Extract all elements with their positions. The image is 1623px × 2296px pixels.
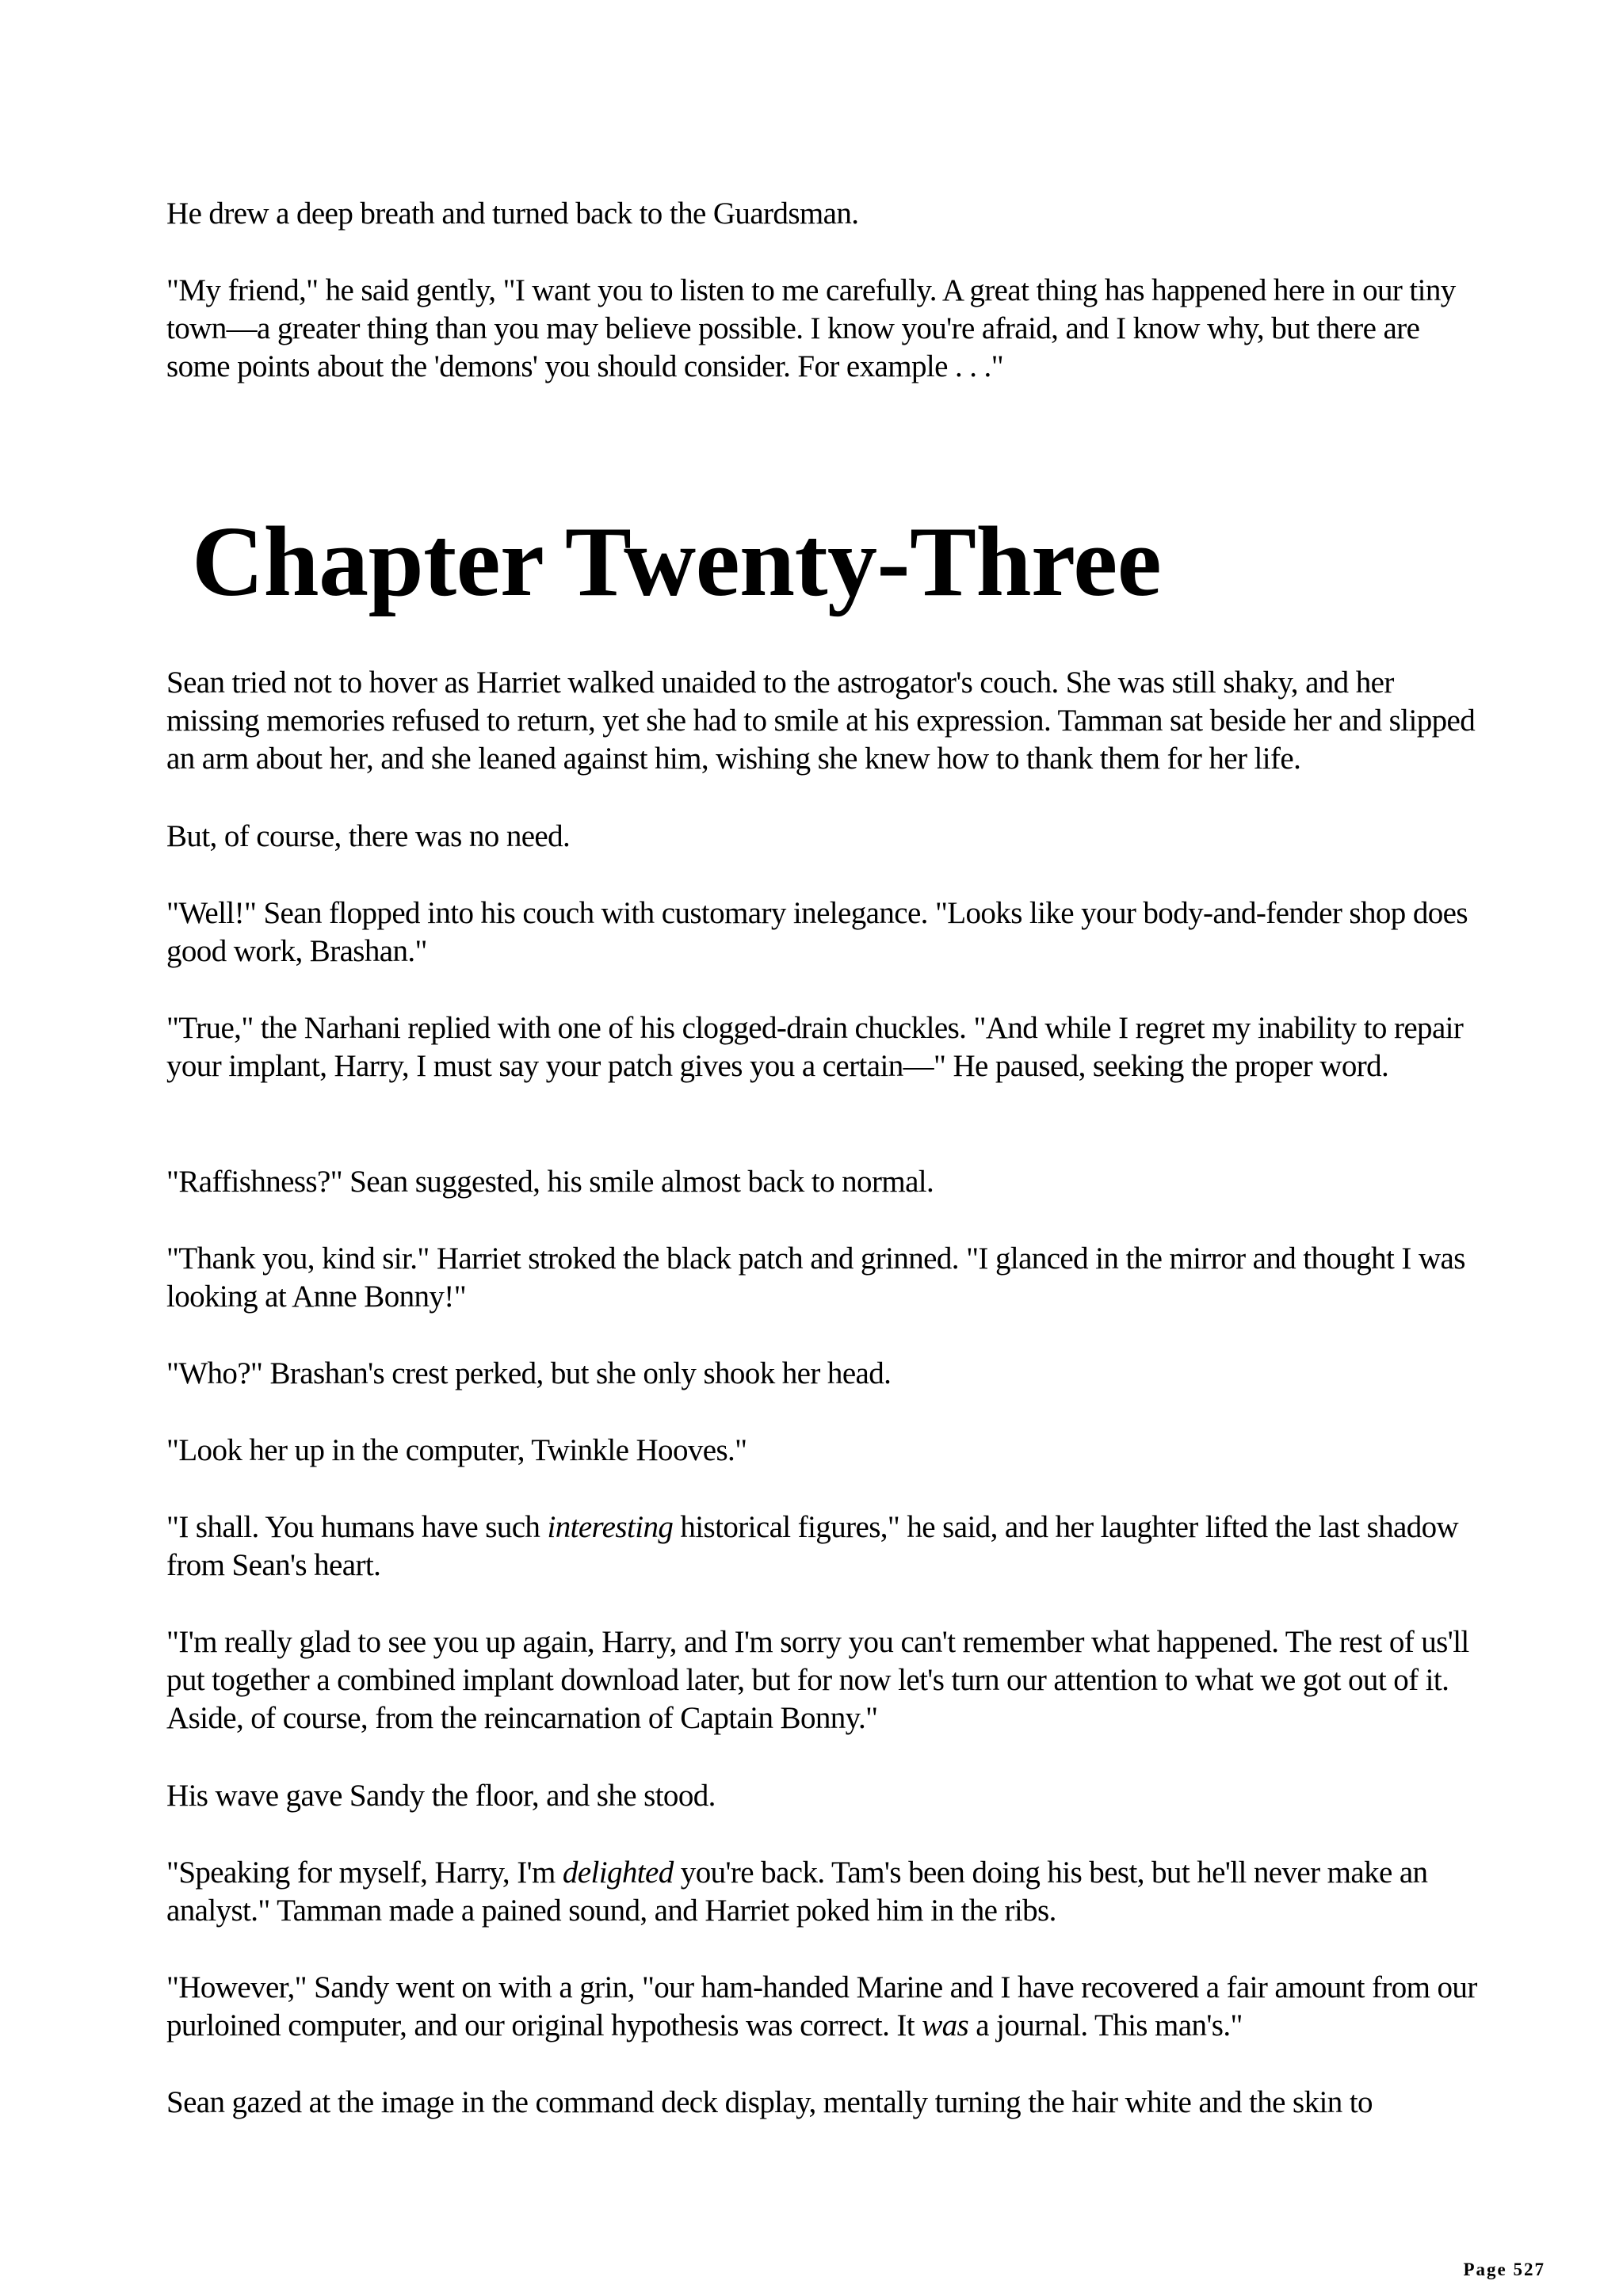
paragraph: "Who?" Brashan's crest perked, but she only shook her head.: [166, 1356, 892, 1390]
paragraph-text: "Speaking for myself, Harry, I'm: [166, 1855, 563, 1890]
paragraph: "I'm really glad to see you up again, Harry, and I'm sorry you can't remember what happened. The rest of us'll put together a combined implant download later, but for now let's turn our attention to what we got out of it. Aside, of course, from the reincarnation of Captain Bonny.": [166, 1625, 1469, 1735]
emphasis-text: was: [922, 2008, 969, 2042]
emphasis-text: interesting: [547, 1510, 674, 1544]
paragraph: "True," the Narhani replied with one of his clogged-drain chuckles. "And while I regret my inability to repair your implant, Harry, I must say your patch gives you a certain—" He paused, seeking the proper word.: [166, 1011, 1464, 1083]
paragraph: "Raffishness?" Sean suggested, his smile almost back to normal.: [166, 1165, 934, 1199]
paragraph: But, of course, there was no need.: [166, 819, 571, 853]
paragraph: [166, 1854, 1482, 1930]
paragraph: His wave gave Sandy the floor, and she stood.: [166, 1779, 716, 1813]
paragraph: [166, 1969, 1482, 2045]
paragraph: "Thank you, kind sir." Harriet stroked the black patch and grinned. "I glanced in the mirror and thought I was looking at Anne Bonny!": [166, 1241, 1465, 1314]
paragraph-text: a journal. This man's.": [968, 2008, 1243, 2042]
paragraph-text: you're back. Tam's been doing his best, but he'll never make an analyst." Tamman made a pained sound, and Harriet poked him in the ribs.: [166, 1855, 1428, 1928]
paragraph-text: historical figures," he said, and her laughter lifted the last shadow from Sean's heart.: [166, 1510, 1459, 1582]
paragraph: Sean tried not to hover as Harriet walked unaided to the astrogator's couch. She was still shaky, and her missing memories refused to return, yet she had to smile at his expression. Tamman sat beside her and slipped an arm about her, and she leaned against him, wishing she knew how to thank them for her life.: [166, 666, 1476, 776]
page-number: Page 527: [1463, 2260, 1545, 2279]
paragraph-text: "I shall. You humans have such: [166, 1510, 548, 1544]
paragraph: "Look her up in the computer, Twinkle Hooves.": [166, 1433, 747, 1467]
paragraph: He drew a deep breath and turned back to the Guardsman.: [166, 196, 859, 231]
paragraph-text: "However," Sandy went on with a grin, "our ham-handed Marine and I have recovered a fair amount from our purloined computer, and our original hypothesis was correct. It: [166, 1970, 1477, 2042]
paragraph: [166, 1508, 1482, 1585]
chapter-title: Chapter Twenty-Three: [192, 507, 1162, 617]
paragraph: Sean gazed at the image in the command deck display, mentally turning the hair white and the skin to: [166, 2085, 1373, 2119]
paragraph: "My friend," he said gently, "I want you to listen to me carefully. A great thing has happened here in our tiny town—a greater thing than you may believe possible. I know you're afraid, and I know why, but there are some points about the 'demons' you should consider. For example . . .": [166, 273, 1456, 383]
emphasis-text: delighted: [562, 1855, 674, 1890]
paragraph: "Well!" Sean flopped into his couch with customary inelegance. "Looks like your body-and-fender shop does good work, Brashan.": [166, 896, 1468, 968]
